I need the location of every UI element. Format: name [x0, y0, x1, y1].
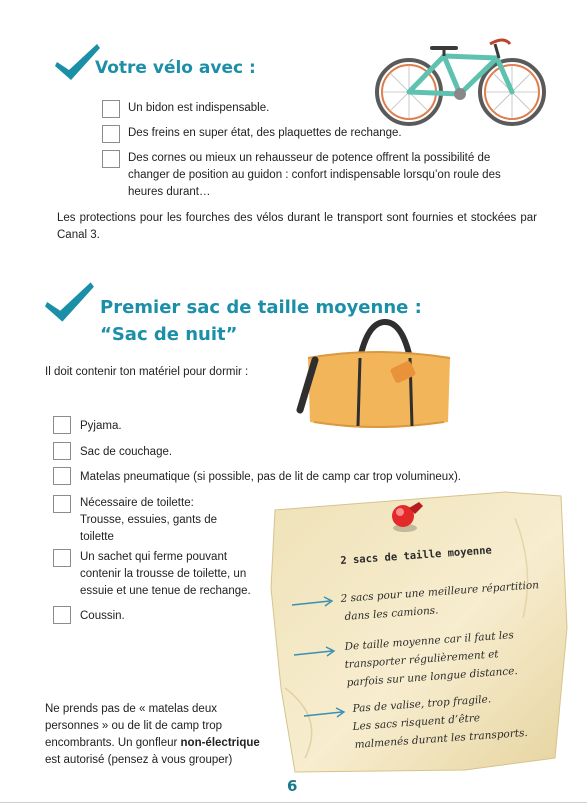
section-title-bike: Votre vélo avec :	[95, 58, 256, 78]
note-bullet-line: dans les camions.	[344, 604, 439, 623]
checklist-item-text: Sac de couchage.	[80, 446, 173, 458]
checklist-item-text: Pyjama.	[80, 420, 122, 432]
note-bullet-line: malmenés durant les transports.	[354, 726, 529, 751]
note-bullet-line: transporter régulièrement et	[344, 648, 499, 671]
checklist-item-text: Matelas pneumatique (si possible, pas de lit de camp car trop volumineux).	[80, 471, 461, 483]
note-bullet-line: parfois sur une longue distance.	[346, 665, 519, 689]
checklist-item	[102, 150, 522, 201]
checkbox[interactable]	[53, 495, 71, 513]
night-bag-warning	[45, 701, 270, 769]
checklist-item	[53, 495, 228, 546]
note-card-title: 2 sacs de taille moyenne	[340, 544, 493, 567]
checkbox[interactable]	[102, 100, 120, 118]
section-title-line: Premier sac de taille moyenne :	[100, 297, 422, 318]
checklist-item-text: Un bidon est indispensable.	[128, 102, 270, 114]
night-bag-intro: Il doit contenir ton matériel pour dormir :	[45, 366, 249, 378]
arrow-right-icon	[302, 706, 348, 720]
checklist-item	[53, 549, 263, 600]
note-bullet-line: 2 sacs pour une meilleure répartition	[340, 579, 540, 605]
checklist-item-text: Des cornes ou mieux un rehausseur de potence offrent la possibilité de changer de position au guidon : confort indispensable lorsqu’on roule des heures durant…	[128, 152, 501, 198]
checkbox[interactable]	[53, 416, 71, 434]
checklist-item	[53, 467, 493, 486]
footer-divider	[0, 802, 587, 803]
warning-text: est autorisé (pensez à vous grouper)	[45, 754, 233, 766]
checkbox[interactable]	[102, 150, 120, 168]
checkbox[interactable]	[53, 606, 71, 624]
checklist-item-text: Nécessaire de toilette: Trousse, essuies, gants de toilette	[80, 497, 218, 543]
arrow-right-icon	[290, 595, 336, 609]
arrow-right-icon	[292, 645, 338, 659]
pushpin-icon	[385, 498, 431, 538]
checklist-item-text: Un sachet qui ferme pouvant contenir la trousse de toilette, un essuie et une tenue de rechange.	[80, 551, 251, 597]
checklist-item	[102, 100, 522, 117]
note-bullet-line: Les sacs risquent d’être	[352, 712, 481, 733]
checkmark-icon	[45, 280, 95, 324]
checkbox[interactable]	[53, 549, 71, 567]
checklist-item	[53, 416, 493, 435]
checklist-item	[102, 125, 522, 142]
checklist-item	[53, 442, 493, 461]
checklist-item-text: Des freins en super état, des plaquettes de rechange.	[128, 127, 402, 139]
note-bullet-line: De taille moyenne car il faut les	[344, 629, 515, 653]
checkbox[interactable]	[102, 125, 120, 143]
section-title-line: “Sac de nuit”	[100, 324, 238, 345]
warning-text-bold: non-électrique	[180, 737, 260, 749]
checkbox[interactable]	[53, 442, 71, 460]
bike-protection-note: Les protections pour les fourches des vélos durant le transport sont fournies et stockées par Canal 3.	[57, 212, 537, 241]
checklist-item	[53, 606, 228, 625]
note-bullet-line: Pas de valise, trop fragile.	[352, 693, 492, 715]
page-number: 6	[287, 777, 298, 795]
checkbox[interactable]	[53, 467, 71, 485]
checklist-item-text: Coussin.	[80, 610, 125, 622]
warning-text: Ne prends pas de « matelas deux personnes » ou de lit de camp trop encombrants. Un gonfleur	[45, 703, 223, 749]
